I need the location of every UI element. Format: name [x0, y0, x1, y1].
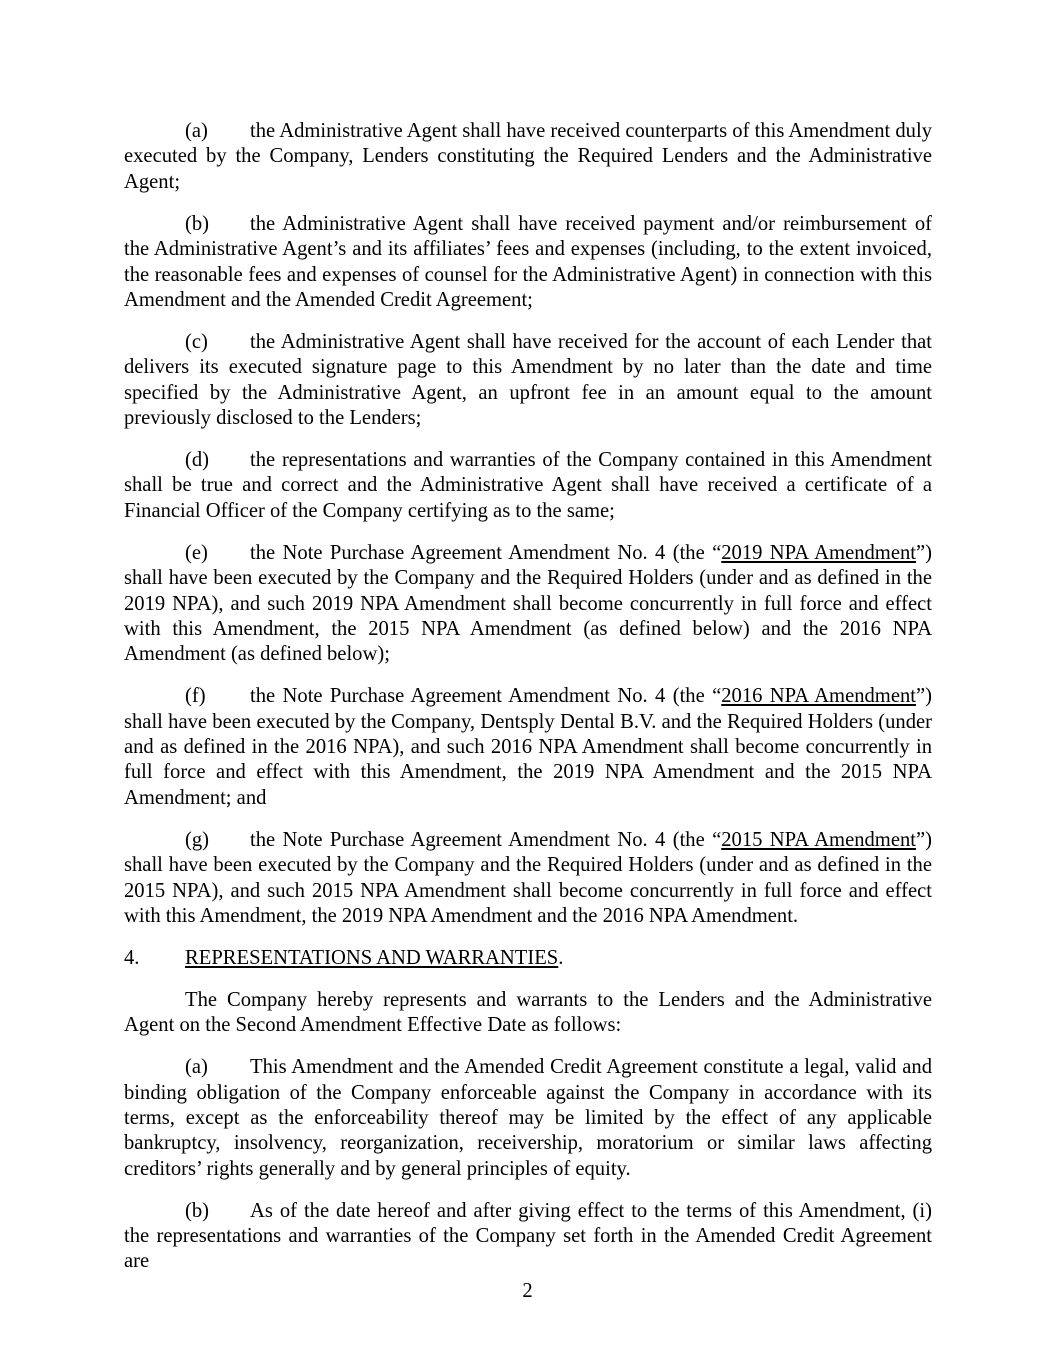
condition-b: [124, 212, 932, 314]
condition-f-text-post: ”) shall have been executed by the Company, Dentsply Dental B.V. and the Required Holders (under and as defined in the 2016 NPA), and such 2016 NPA Amendment shall become concurrently in full force and effect with this Amendment, the 2019 NPA Amendment and the 2015 NPA Amendment; and: [124, 685, 932, 809]
condition-g-text: the Note Purchase Agreement Amendment No. 4 (the “: [250, 828, 722, 851]
section-4-title-suffix: .: [558, 946, 564, 969]
rep-warranty-b-text: As of the date hereof and after giving effect to the terms of this Amendment, (i) the representations and warranties of the Company set forth in the Amended Credit Agreement are: [124, 1199, 932, 1273]
condition-b-text: the Administrative Agent shall have received payment and/or reimbursement of the Administrative Agent’s and its affiliates’ fees and expenses (including, to the extent invoiced, the reasonable fees and expenses of counsel for the Administrative Agent) in connection with this Amendment and the Amended Credit Agreement;: [124, 212, 932, 311]
condition-d: [124, 448, 932, 524]
rep-warranty-a-label: (a): [185, 1056, 208, 1079]
condition-d-text: the representations and warranties of the Company contained in this Amendment shall be true and correct and the Administrative Agent shall have received a certificate of a Financial Officer of the Company certifying as to the same;: [124, 448, 932, 522]
condition-a-text: the Administrative Agent shall have received counterparts of this Amendment duly executed by the Company, Lenders constituting the Required Lenders and the Administrative Agent;: [124, 120, 932, 193]
section-4-intro: [124, 988, 932, 1039]
rep-warranty-a-text: This Amendment and the Amended Credit Agreement constitute a legal, valid and binding obligation of the Company enforceable against the Company in accordance with its terms, except as the enforceability thereof may be limited by the effect of any applicable bankruptcy, insolvency, reorganization, receivership, moratorium or similar laws affecting creditors’ rights generally and by general principles of equity.: [124, 1056, 932, 1180]
rep-warranty-b: [124, 1199, 932, 1275]
page-footer: [0, 1279, 1055, 1304]
condition-f-defined-term: 2016 NPA Amendment: [721, 685, 916, 708]
condition-c-label: (c): [185, 330, 208, 353]
rep-warranty-a: [124, 1055, 932, 1182]
condition-c: [124, 330, 932, 432]
condition-g-label: (g): [185, 828, 210, 851]
condition-g-text-post: ”) shall have been executed by the Company and the Required Holders (under and as defined in the 2015 NPA), and such 2015 NPA Amendment shall become concurrently in full force and effect with this Amendment, the 2019 NPA Amendment and the 2016 NPA Amendment.: [124, 828, 932, 927]
condition-e: [124, 541, 932, 668]
condition-g: [124, 828, 932, 930]
section-4-title: REPRESENTATIONS AND WARRANTIES: [185, 946, 559, 969]
condition-e-defined-term: 2019 NPA Amendment: [721, 541, 916, 564]
document-body: [124, 119, 932, 1291]
condition-e-text: the Note Purchase Agreement Amendment No. 4 (the “: [250, 541, 722, 564]
rep-warranty-b-label: (b): [185, 1199, 210, 1222]
condition-c-text: the Administrative Agent shall have received for the account of each Lender that delivers its executed signature page to this Amendment by no later than the date and time specified by the Administrative Agent, an upfront fee in an amount equal to the amount previously disclosed to the Lenders;: [124, 330, 932, 430]
condition-f-text: the Note Purchase Agreement Amendment No. 4 (the “: [250, 685, 722, 708]
condition-e-label: (e): [185, 541, 208, 564]
condition-g-defined-term: 2015 NPA Amendment: [721, 828, 916, 851]
condition-f-label: (f): [185, 685, 206, 708]
condition-b-label: (b): [185, 212, 210, 235]
condition-f: [124, 684, 932, 811]
page-number: 2: [522, 1280, 533, 1302]
condition-e-text-post: ”) shall have been executed by the Company and the Required Holders (under and as defined in the 2019 NPA), and such 2019 NPA Amendment shall become concurrently in full force and effect with this Amendment, the 2015 NPA Amendment (as defined below) and the 2016 NPA Amendment (as defined below);: [124, 541, 932, 666]
condition-a: [124, 119, 932, 195]
section-4-heading: [124, 946, 932, 971]
section-4-number: 4.: [124, 946, 140, 969]
section-4-intro-text: The Company hereby represents and warrants to the Lenders and the Administrative Agent on the Second Amendment Effective Date as follows:: [124, 988, 932, 1037]
condition-d-label: (d): [185, 448, 210, 471]
condition-a-label: (a): [185, 120, 208, 142]
